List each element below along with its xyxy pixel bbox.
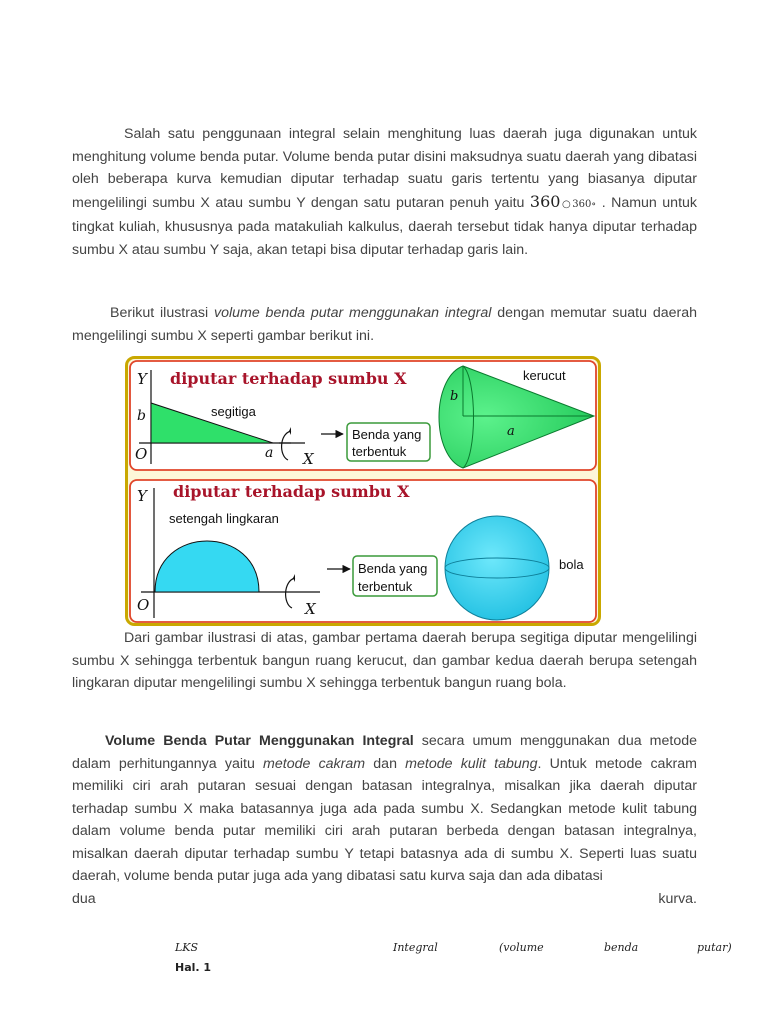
illustration-figure: [125, 356, 601, 626]
panel2-axis-y: Y: [137, 487, 147, 505]
footer-word-2: (volume: [499, 941, 544, 954]
cone-label-a: a: [507, 424, 515, 439]
cone-label: kerucut: [523, 368, 566, 383]
panel2-shape-label: setengah lingkaran: [169, 511, 279, 526]
panel2-result-line2: terbentuk: [358, 579, 413, 594]
page-number: Hal. 1: [175, 961, 212, 974]
panel1-result-line1: Benda yang: [352, 427, 422, 442]
paragraph-2: Berikut ilustrasi volume benda putar menggunakan integral dengan memutar suatu daerah mengelilingi sumbu X seperti gambar berikut ini.: [72, 305, 697, 344]
panel1-origin: O: [135, 445, 148, 463]
panel-2: [130, 480, 596, 622]
footer-word-3: benda: [604, 941, 639, 954]
cone-label-b: b: [450, 389, 459, 404]
panel1-label-a: a: [265, 445, 274, 461]
degree-small: ○360∘: [560, 198, 597, 210]
panel1-shape-label: segitiga: [211, 404, 256, 419]
degree-360: 360: [529, 191, 561, 211]
paragraph-3: Dari gambar ilustrasi di atas, gambar pertama daerah berupa segitiga diputar mengelilingi sumbu X sehingga terbentuk bangun ruang kerucut, dan gambar kedua daerah berupa setengah lingkaran diputar mengelilingi sumbu X sehingga terbentuk bangun ruang bola.: [72, 630, 697, 691]
panel2-origin: O: [137, 596, 150, 614]
panel1-axis-x: X: [303, 450, 314, 468]
panel2-title: diputar terhadap sumbu X: [173, 482, 410, 501]
panel2-axis-x: X: [305, 600, 316, 618]
panel1-title: diputar terhadap sumbu X: [170, 369, 407, 388]
paragraph-1: Salah satu penggunaan integral selain menghitung luas daerah juga digunakan untuk menghitung volume benda putar. Volume benda putar disini maksudnya suatu daerah yang dibatasi oleh beberapa kurva kemudian diputar terhadap suatu garis tertentu yang biasanya diputar mengelilingi sumbu X atau sumbu Y dengan satu putaran penuh yaitu 360○360∘ . Namun untuk tingkat kuliah, khususnya pada matakuliah kalkulus, daerah tersebut tidak hanya diputar terhadap sumbu X atau sumbu Y saja, akan tetapi bisa diputar terhadap garis lain.: [72, 126, 697, 258]
footer-lks: LKS: [175, 941, 199, 954]
panel1-label-b: b: [137, 408, 146, 424]
panel-1: [130, 361, 596, 470]
footer-word-4: putar): [697, 941, 732, 954]
sphere-solid: [445, 516, 549, 620]
last-word-right: kurva.: [658, 890, 697, 907]
footer-word-1: Integral: [393, 941, 438, 954]
paragraph-4: Volume Benda Putar Menggunakan Integral secara umum menggunakan dua metode dalam perhitungannya yaitu metode cakram dan metode kulit tabung. Untuk metode cakram memiliki ciri arah putaran sesuai dengan batasan integralnya, misalkan jika daerah diputar terhadap sumbu X maka batasannya juga ada pada sumbu X. Sedangkan metode kulit tabung dalam volume benda putar memiliki ciri arah putaran berbeda dengan batasan integralnya, misalkan daerah diputar terhadap sumbu Y tetapi batasnya ada di sumbu X. Seperti luas suatu daerah, volume benda putar juga ada yang dibatasi satu kurva saja dan ada dibatasi dua kurva.: [72, 730, 697, 910]
panel1-axis-y: Y: [137, 370, 147, 388]
panel2-result-line1: Benda yang: [358, 561, 428, 576]
panel1-result-line2: terbentuk: [352, 444, 407, 459]
last-word-left: dua: [72, 890, 96, 907]
sphere-label: bola: [559, 557, 584, 572]
